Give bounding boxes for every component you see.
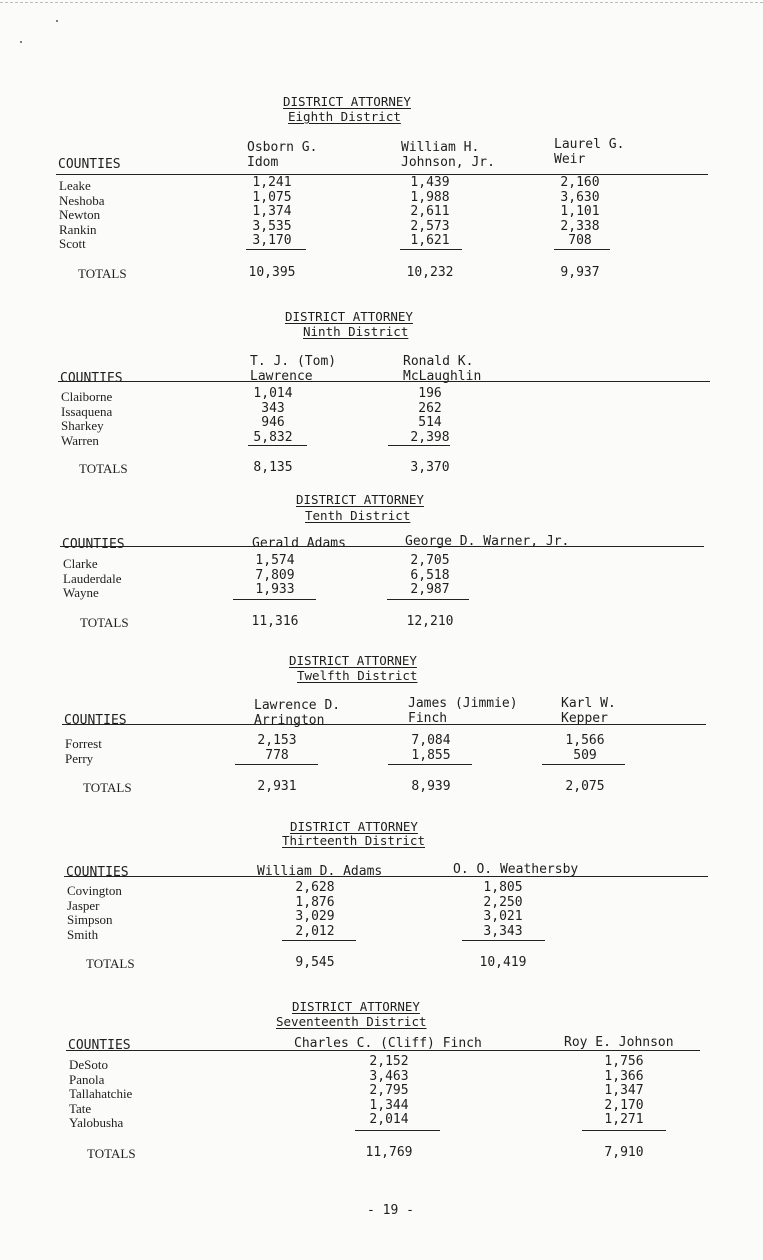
vote-count: 1,756 bbox=[604, 1054, 644, 1069]
column-total: 7,910 bbox=[604, 1145, 644, 1160]
county-name: Clarke bbox=[63, 556, 98, 571]
section-title: DISTRICT ATTORNEY bbox=[289, 653, 417, 668]
county-name: Covington bbox=[67, 883, 122, 898]
candidate-name: Ronald K. McLaughlin bbox=[403, 354, 482, 384]
county-name: Claiborne bbox=[61, 389, 113, 404]
subtotal-rule bbox=[388, 445, 450, 446]
vote-count: 7,809 bbox=[255, 567, 295, 583]
district-name: Tenth District bbox=[305, 508, 411, 523]
candidate-name: Lawrence D. Arrington bbox=[254, 698, 341, 728]
vote-count: 2,628 bbox=[295, 880, 335, 895]
subtotal-rule bbox=[542, 764, 625, 765]
column-total: 2,075 bbox=[565, 779, 605, 794]
vote-count: 196 bbox=[418, 386, 442, 401]
candidate-name: Karl W. Kepper bbox=[561, 696, 616, 726]
section-title: DISTRICT ATTORNEY bbox=[285, 309, 413, 324]
county-name: Jasper bbox=[67, 897, 100, 913]
totals-label: TOTALS bbox=[87, 1146, 136, 1161]
district-name: Twelfth District bbox=[297, 668, 418, 683]
county-list bbox=[69, 1058, 132, 1131]
vote-column bbox=[280, 881, 350, 939]
vote-column bbox=[550, 734, 620, 763]
vote-count: 509 bbox=[573, 747, 597, 763]
vote-count: 1,988 bbox=[410, 189, 450, 205]
county-name: Newton bbox=[59, 207, 101, 222]
candidate-name: James (Jimmie) Finch bbox=[408, 696, 518, 726]
header-rule bbox=[66, 1050, 700, 1051]
column-total: 8,939 bbox=[411, 779, 451, 794]
candidate-name: William D. Adams bbox=[257, 864, 383, 879]
vote-count: 3,170 bbox=[252, 233, 292, 248]
county-name: Warren bbox=[61, 432, 99, 448]
vote-count: 2,573 bbox=[410, 218, 450, 234]
vote-count: 3,343 bbox=[483, 923, 523, 939]
totals-label: TOTALS bbox=[83, 780, 132, 795]
candidate-name: Gerald Adams bbox=[252, 536, 346, 551]
vote-count: 708 bbox=[568, 233, 592, 248]
counties-header: COUNTIES bbox=[62, 537, 125, 552]
county-list bbox=[63, 557, 121, 601]
section-title: DISTRICT ATTORNEY bbox=[283, 94, 411, 109]
district-name: Thirteenth District bbox=[282, 833, 425, 848]
column-total: 9,545 bbox=[295, 955, 335, 970]
section-title: DISTRICT ATTORNEY bbox=[292, 999, 420, 1014]
candidate-name: Roy E. Johnson bbox=[564, 1035, 674, 1050]
county-name: Leake bbox=[59, 178, 91, 193]
subtotal-rule bbox=[248, 445, 307, 446]
vote-count: 3,535 bbox=[252, 218, 292, 234]
counties-header: COUNTIES bbox=[68, 1038, 131, 1053]
district-name: Ninth District bbox=[303, 324, 409, 339]
county-name: Simpson bbox=[67, 912, 113, 927]
vote-count: 1,344 bbox=[369, 1097, 409, 1113]
vote-count: 1,366 bbox=[604, 1068, 644, 1084]
column-total: 12,210 bbox=[406, 614, 454, 629]
vote-count: 2,012 bbox=[295, 923, 335, 939]
scan-speck bbox=[56, 20, 58, 22]
vote-count: 3,021 bbox=[483, 909, 523, 924]
header-rule bbox=[60, 546, 704, 547]
vote-count: 514 bbox=[418, 415, 442, 430]
subtotal-rule bbox=[388, 764, 472, 765]
column-total: 10,395 bbox=[248, 265, 296, 280]
header-rule bbox=[56, 174, 708, 175]
counties-header: COUNTIES bbox=[58, 157, 121, 172]
vote-count: 1,101 bbox=[560, 204, 600, 219]
counties-header: COUNTIES bbox=[66, 865, 129, 880]
subtotal-rule bbox=[582, 1130, 666, 1131]
totals-label: TOTALS bbox=[78, 266, 127, 281]
vote-count: 1,621 bbox=[410, 233, 450, 248]
totals-label: TOTALS bbox=[80, 615, 129, 630]
county-name: Panola bbox=[69, 1071, 105, 1087]
subtotal-rule bbox=[246, 249, 306, 250]
subtotal-rule bbox=[355, 1130, 440, 1131]
vote-count: 6,518 bbox=[410, 567, 450, 583]
subtotal-rule bbox=[554, 249, 610, 250]
district-name: Eighth District bbox=[288, 109, 401, 124]
totals-label: TOTALS bbox=[79, 461, 128, 476]
vote-column bbox=[589, 1055, 659, 1128]
vote-count: 343 bbox=[261, 400, 285, 416]
county-name: Sharkey bbox=[61, 418, 104, 433]
vote-count: 1,014 bbox=[253, 386, 293, 401]
vote-count: 262 bbox=[418, 400, 442, 416]
county-name: Forrest bbox=[65, 736, 102, 751]
vote-count: 2,398 bbox=[410, 429, 450, 445]
candidate-name: George D. Warner, Jr. bbox=[405, 534, 570, 549]
vote-count: 1,347 bbox=[604, 1083, 644, 1098]
scan-speck bbox=[20, 41, 22, 43]
column-total: 8,135 bbox=[253, 460, 293, 475]
vote-count: 2,152 bbox=[369, 1054, 409, 1069]
vote-count: 2,153 bbox=[257, 733, 297, 748]
column-total: 9,937 bbox=[560, 265, 600, 280]
vote-count: 2,705 bbox=[410, 553, 450, 568]
vote-column bbox=[354, 1055, 424, 1128]
vote-column bbox=[468, 881, 538, 939]
subtotal-rule bbox=[387, 599, 469, 600]
candidate-name: William H. Johnson, Jr. bbox=[401, 140, 495, 170]
county-list bbox=[65, 737, 102, 766]
vote-count: 1,876 bbox=[295, 894, 335, 910]
vote-count: 2,160 bbox=[560, 175, 600, 190]
county-list bbox=[59, 179, 105, 252]
subtotal-rule bbox=[462, 940, 545, 941]
vote-count: 946 bbox=[261, 415, 285, 430]
vote-count: 2,987 bbox=[410, 582, 450, 597]
candidate-name: T. J. (Tom) Lawrence bbox=[250, 354, 337, 384]
vote-count: 3,029 bbox=[295, 909, 335, 924]
vote-count: 1,574 bbox=[255, 553, 295, 568]
county-name: Smith bbox=[67, 926, 99, 942]
subtotal-rule bbox=[400, 249, 462, 250]
county-list bbox=[67, 884, 122, 942]
vote-count: 1,439 bbox=[410, 175, 450, 190]
vote-column bbox=[395, 554, 465, 598]
vote-count: 778 bbox=[265, 747, 289, 763]
vote-count: 2,014 bbox=[369, 1112, 409, 1127]
county-name: Yalobusha bbox=[69, 1115, 124, 1130]
county-name: DeSoto bbox=[69, 1057, 108, 1072]
vote-count: 1,241 bbox=[252, 175, 292, 190]
vote-count: 1,855 bbox=[411, 747, 451, 763]
subtotal-rule bbox=[233, 599, 316, 600]
vote-count: 1,566 bbox=[565, 733, 605, 748]
section-title: DISTRICT ATTORNEY bbox=[296, 492, 424, 507]
vote-column bbox=[545, 176, 615, 249]
subtotal-rule bbox=[282, 940, 356, 941]
vote-count: 2,170 bbox=[604, 1097, 644, 1113]
vote-column bbox=[395, 176, 465, 249]
counties-header: COUNTIES bbox=[60, 371, 123, 386]
column-total: 11,316 bbox=[251, 614, 299, 629]
column-total: 10,419 bbox=[479, 955, 527, 970]
vote-count: 2,338 bbox=[560, 218, 600, 234]
candidate-name: Laurel G. Weir bbox=[554, 137, 625, 167]
vote-column bbox=[240, 554, 310, 598]
totals-label: TOTALS bbox=[86, 956, 135, 971]
county-name: Tate bbox=[69, 1100, 92, 1116]
section-title: DISTRICT ATTORNEY bbox=[290, 819, 418, 834]
county-list bbox=[61, 390, 112, 448]
county-name: Lauderdale bbox=[63, 570, 122, 586]
vote-count: 5,832 bbox=[253, 429, 293, 445]
county-name: Wayne bbox=[63, 585, 99, 600]
counties-header: COUNTIES bbox=[64, 713, 127, 728]
page-number: - 19 - bbox=[367, 1203, 414, 1218]
vote-count: 3,630 bbox=[560, 189, 600, 205]
vote-count: 1,805 bbox=[483, 880, 523, 895]
page-top-edge bbox=[0, 2, 763, 3]
vote-count: 1,075 bbox=[252, 189, 292, 205]
vote-column bbox=[237, 176, 307, 249]
column-total: 2,931 bbox=[257, 779, 297, 794]
county-name: Scott bbox=[59, 236, 86, 251]
candidate-name: Charles C. (Cliff) Finch bbox=[294, 1036, 482, 1051]
vote-count: 2,250 bbox=[483, 894, 523, 910]
vote-column bbox=[396, 734, 466, 763]
vote-column bbox=[242, 734, 312, 763]
column-total: 10,232 bbox=[406, 265, 454, 280]
vote-column bbox=[238, 387, 308, 445]
column-total: 3,370 bbox=[410, 460, 450, 475]
county-name: Rankin bbox=[59, 221, 97, 237]
vote-column bbox=[395, 387, 465, 445]
county-name: Perry bbox=[65, 750, 94, 766]
county-name: Tallahatchie bbox=[69, 1086, 133, 1101]
column-total: 11,769 bbox=[365, 1145, 413, 1160]
vote-count: 1,374 bbox=[252, 204, 292, 219]
header-rule bbox=[64, 876, 708, 877]
district-name: Seventeenth District bbox=[276, 1014, 427, 1029]
county-name: Neshoba bbox=[59, 192, 105, 208]
candidate-name: O. O. Weathersby bbox=[453, 862, 579, 877]
vote-count: 1,271 bbox=[604, 1112, 644, 1127]
vote-count: 1,933 bbox=[255, 582, 295, 597]
vote-count: 3,463 bbox=[369, 1068, 409, 1084]
header-rule bbox=[58, 381, 710, 382]
subtotal-rule bbox=[235, 764, 318, 765]
vote-count: 2,611 bbox=[410, 204, 450, 219]
header-rule bbox=[62, 724, 706, 725]
vote-count: 7,084 bbox=[411, 733, 451, 748]
candidate-name: Osborn G. Idom bbox=[247, 140, 318, 170]
vote-count: 2,795 bbox=[369, 1083, 409, 1098]
county-name: Issaquena bbox=[61, 403, 113, 419]
